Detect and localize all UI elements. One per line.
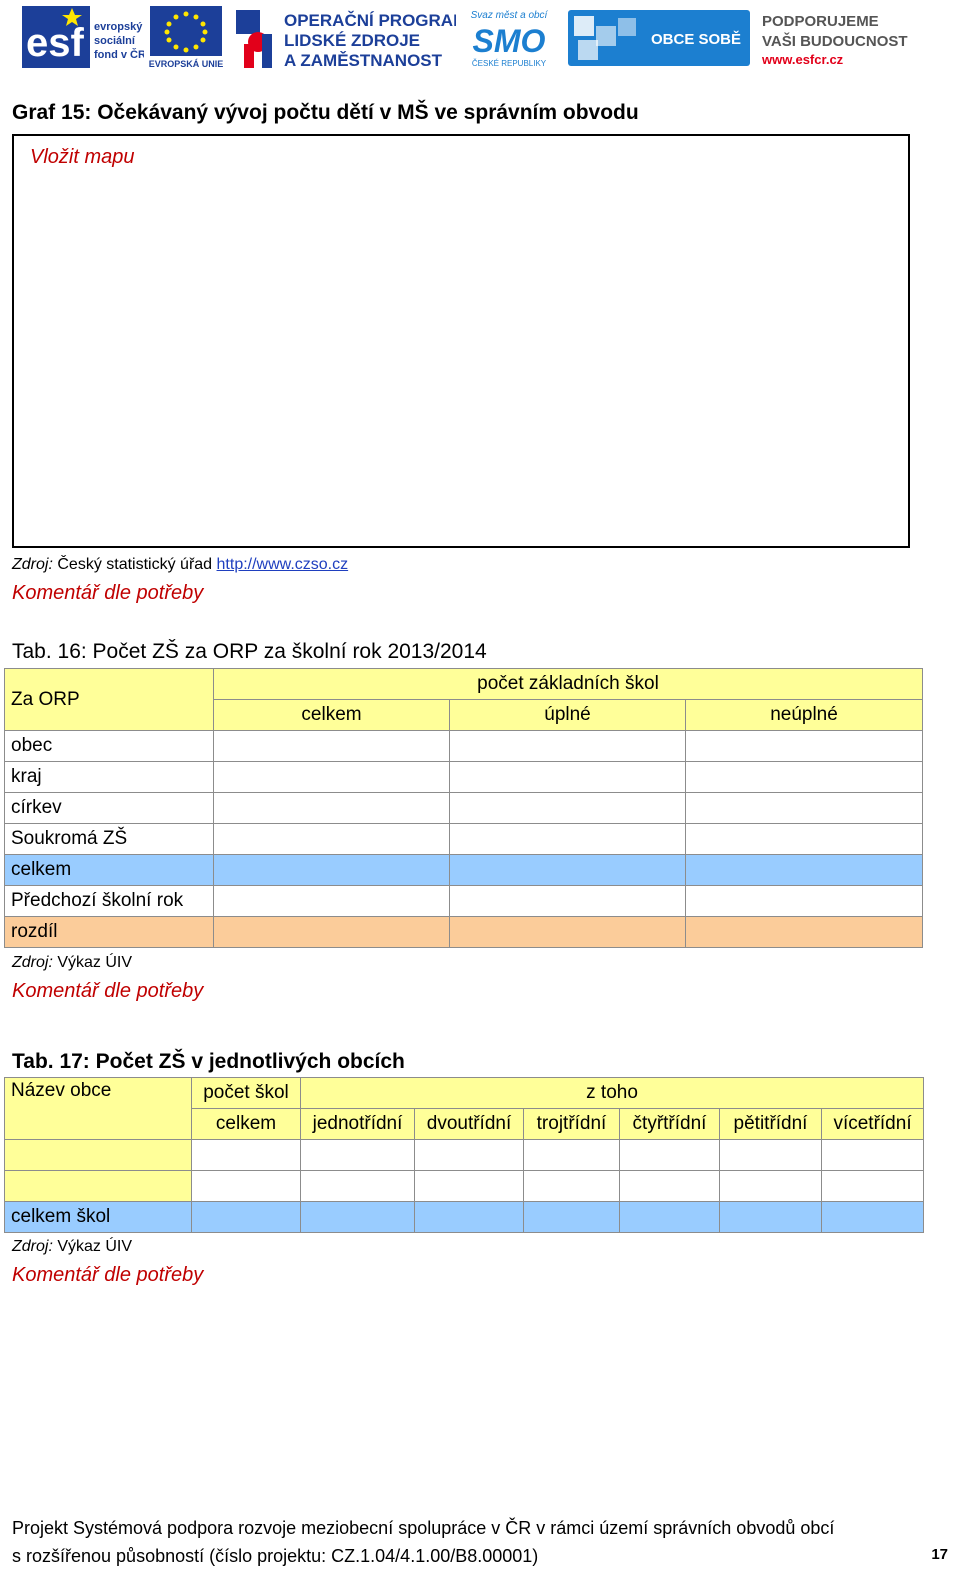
row-label: Soukromá ZŠ — [5, 824, 214, 855]
table-cell[interactable] — [720, 1171, 822, 1202]
table-cell[interactable] — [822, 1140, 924, 1171]
table-cell[interactable] — [450, 824, 686, 855]
obce-sobe-logo — [568, 4, 750, 70]
graf15-comment: Komentář dle potřeby — [12, 582, 204, 604]
table-row — [5, 1140, 924, 1171]
row-label[interactable] — [5, 1171, 192, 1202]
tab17-col-header: dvoutřídní — [415, 1109, 524, 1140]
tab17-col-total-sub: celkem — [192, 1109, 301, 1140]
row-label: celkem škol — [5, 1202, 192, 1233]
svg-text:EVROPSKÁ UNIE: EVROPSKÁ UNIE — [148, 59, 224, 69]
svg-text:LIDSKÉ ZDROJE: LIDSKÉ ZDROJE — [284, 31, 421, 50]
tab17-title: Tab. 17: Počet ZŠ v jednotlivých obcích — [12, 1050, 405, 1073]
tab17-col-header: vícetřídní — [822, 1109, 924, 1140]
table-cell[interactable] — [415, 1202, 524, 1233]
table-row — [5, 1171, 924, 1202]
table-cell[interactable] — [524, 1140, 620, 1171]
esf-mark: esf — [26, 21, 84, 65]
tab17-table — [4, 1077, 924, 1233]
source-label: Zdroj: — [12, 954, 53, 971]
table-cell[interactable] — [214, 824, 450, 855]
tab17-comment: Komentář dle potřeby — [12, 1264, 204, 1286]
map-placeholder-box[interactable] — [12, 134, 910, 548]
table-cell[interactable] — [822, 1171, 924, 1202]
tab16-title: Tab. 16: Počet ZŠ za ORP za školní rok 2013/2014 — [12, 640, 487, 663]
tab17-group-header: z toho — [301, 1078, 924, 1109]
table-cell[interactable] — [686, 793, 923, 824]
table-cell[interactable] — [686, 824, 923, 855]
table-cell[interactable] — [301, 1140, 415, 1171]
svg-text:OBCE SOBĚ: OBCE SOBĚ — [650, 31, 742, 48]
tab17-col-header: jednotřídní — [301, 1109, 415, 1140]
tab17-col-total: počet škol — [192, 1078, 301, 1109]
table-cell[interactable] — [192, 1171, 301, 1202]
source-text: Český statistický úřad — [57, 556, 213, 573]
svg-text:VAŠI BUDOUCNOST: VAŠI BUDOUCNOST — [762, 33, 908, 50]
graf15-source — [12, 556, 348, 574]
op-lzz-logo — [236, 4, 456, 70]
table-cell[interactable] — [620, 1171, 720, 1202]
row-label: obec — [5, 731, 214, 762]
tab17-col-header: trojtřídní — [524, 1109, 620, 1140]
table-cell[interactable] — [620, 1202, 720, 1233]
footer-line-2: s rozšířenou působností (číslo projektu: CZ.1.04/4.1.00/B8.00001) — [12, 1546, 539, 1566]
table-cell[interactable] — [450, 762, 686, 793]
table-cell[interactable] — [524, 1202, 620, 1233]
logo-strip — [22, 4, 942, 70]
tab17-col-header: pětitřídní — [720, 1109, 822, 1140]
tab17-source — [12, 1238, 132, 1256]
podporujeme-logo — [760, 4, 942, 70]
table-cell[interactable] — [192, 1202, 301, 1233]
table-row-diff — [5, 917, 923, 948]
table-cell[interactable] — [301, 1202, 415, 1233]
table-row-total — [5, 855, 923, 886]
table-cell[interactable] — [686, 886, 923, 917]
table-cell[interactable] — [415, 1171, 524, 1202]
svg-text:Svaz měst a obcí: Svaz měst a obcí — [470, 10, 548, 21]
table-cell[interactable] — [450, 793, 686, 824]
row-label[interactable] — [5, 1140, 192, 1171]
row-label: církev — [5, 793, 214, 824]
svg-text:PODPORUJEME: PODPORUJEME — [762, 13, 879, 30]
table-cell[interactable] — [686, 762, 923, 793]
table-cell[interactable] — [192, 1140, 301, 1171]
table-cell[interactable] — [450, 917, 686, 948]
svg-text:www.esfcr.cz: www.esfcr.cz — [762, 52, 844, 67]
source-text: Výkaz ÚIV — [57, 1238, 133, 1255]
table-cell[interactable] — [214, 917, 450, 948]
table-row — [5, 824, 923, 855]
svg-text:evropský: evropský — [94, 21, 143, 33]
svg-text:SMO: SMO — [472, 23, 546, 59]
tab16-group-header: počet základních škol — [214, 669, 923, 700]
table-row — [5, 762, 923, 793]
footer-line-1: Projekt Systémová podpora rozvoje meziobecní spolupráce v ČR v rámci území správních obvodů obcí — [12, 1518, 835, 1538]
source-link[interactable]: http://www.czso.cz — [216, 556, 349, 573]
tab16-col-header: neúplné — [686, 700, 923, 731]
table-cell[interactable] — [686, 917, 923, 948]
table-row-total — [5, 1202, 924, 1233]
page-number: 17 — [931, 1546, 948, 1563]
table-cell[interactable] — [450, 731, 686, 762]
source-text: Výkaz ÚIV — [57, 954, 133, 971]
table-cell[interactable] — [214, 731, 450, 762]
svg-text:fond v ČR: fond v ČR — [94, 49, 144, 61]
table-cell[interactable] — [415, 1140, 524, 1171]
table-row — [5, 731, 923, 762]
row-label: rozdíl — [5, 917, 214, 948]
tab16-table — [4, 668, 923, 948]
source-label: Zdroj: — [12, 556, 53, 573]
tab17-col-name: Název obce — [5, 1078, 192, 1140]
svg-text:OPERAČNÍ PROGRAM: OPERAČNÍ PROGRAM — [284, 11, 456, 30]
table-row — [5, 886, 923, 917]
row-label: Předchozí školní rok — [5, 886, 214, 917]
table-cell[interactable] — [450, 886, 686, 917]
table-cell[interactable] — [620, 1140, 720, 1171]
table-cell[interactable] — [686, 855, 923, 886]
table-cell[interactable] — [301, 1171, 415, 1202]
tab16-col-header: úplné — [450, 700, 686, 731]
table-cell[interactable] — [214, 855, 450, 886]
svg-text:sociální: sociální — [94, 35, 135, 47]
esf-logo — [22, 4, 144, 70]
table-cell[interactable] — [720, 1202, 822, 1233]
table-cell[interactable] — [686, 731, 923, 762]
table-cell[interactable] — [822, 1202, 924, 1233]
svg-text:A ZAMĚSTNANOST: A ZAMĚSTNANOST — [284, 51, 443, 70]
table-cell[interactable] — [720, 1140, 822, 1171]
tab16-comment: Komentář dle potřeby — [12, 980, 204, 1002]
tab17-col-header: čtyřtřídní — [620, 1109, 720, 1140]
row-label: kraj — [5, 762, 214, 793]
source-label: Zdroj: — [12, 1238, 53, 1255]
table-cell[interactable] — [450, 855, 686, 886]
smo-logo — [466, 4, 552, 70]
table-cell[interactable] — [524, 1171, 620, 1202]
tab16-col-header: celkem — [214, 700, 450, 731]
map-placeholder-text: Vložit mapu — [30, 146, 135, 168]
row-label: celkem — [5, 855, 214, 886]
tab16-source — [12, 954, 132, 972]
graf15-title: Graf 15: Očekávaný vývoj počtu dětí v MŠ ve správním obvodu — [12, 101, 639, 124]
table-cell[interactable] — [214, 762, 450, 793]
table-cell[interactable] — [214, 886, 450, 917]
table-cell[interactable] — [214, 793, 450, 824]
eu-logo — [148, 4, 226, 70]
svg-text:ČESKÉ REPUBLIKY: ČESKÉ REPUBLIKY — [471, 59, 547, 68]
table-row — [5, 793, 923, 824]
tab16-corner: Za ORP — [5, 669, 214, 731]
